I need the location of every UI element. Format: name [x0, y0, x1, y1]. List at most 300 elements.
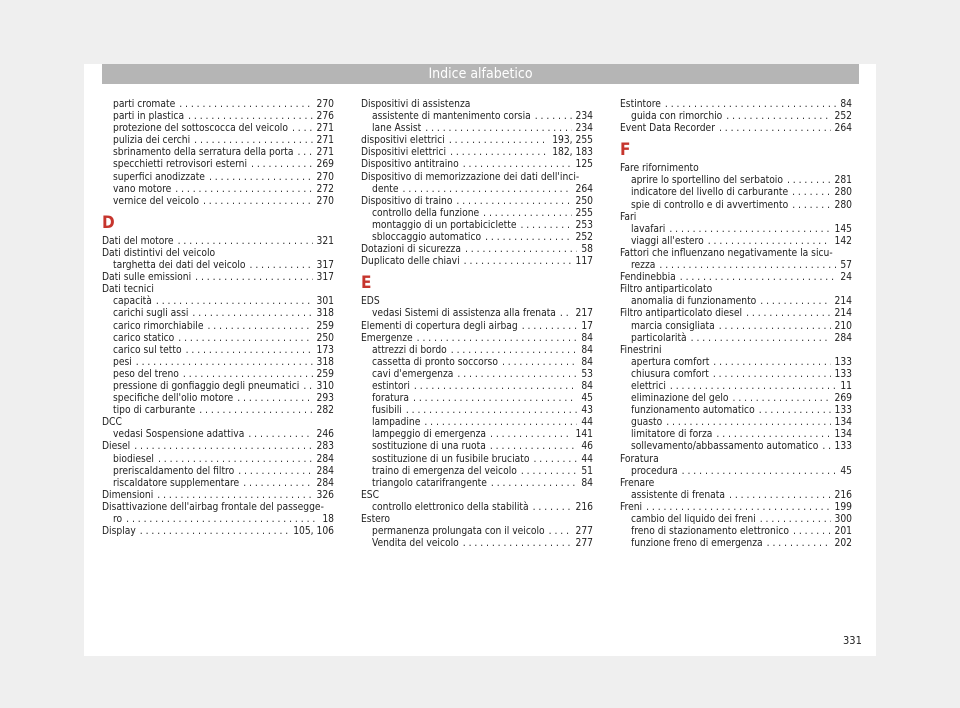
entry-label: Dispositivi elettrici [361, 147, 447, 159]
index-subentry [620, 321, 852, 333]
dot-leader [822, 441, 830, 453]
entry-page-ref: 133 [834, 441, 852, 453]
entry-page-ref: 271 [316, 135, 334, 147]
entry-label: cassetta di pronto soccorso [372, 356, 498, 368]
entry-label: procedura [631, 465, 678, 477]
index-subentry [361, 308, 593, 320]
entry-label: Diesel [102, 441, 131, 453]
dot-leader [250, 260, 313, 272]
dot-leader [792, 200, 830, 212]
page-header: Indice alfabetico [102, 64, 859, 84]
index-subentry [361, 208, 593, 220]
index-subentry [620, 175, 852, 187]
entry-label: limitatore di forza [631, 429, 713, 441]
dot-leader [450, 147, 548, 159]
entry-label: biodiesel [113, 453, 154, 465]
index-letter-heading: F [620, 140, 631, 161]
index-subentry [102, 393, 334, 405]
index-entry [620, 248, 852, 260]
entry-label: permanenza prolungata con il veicolo [372, 526, 545, 538]
index-subentry [361, 478, 593, 490]
index-entry [620, 284, 852, 296]
entry-page-ref: 300 [834, 514, 852, 525]
dot-leader [303, 381, 312, 393]
index-subentry [620, 369, 852, 381]
dot-leader [414, 381, 577, 393]
index-entry [102, 490, 334, 502]
entry-label: vedasi Sistemi di assistenza alla frenata [372, 308, 556, 320]
entry-page-ref: 264 [575, 183, 593, 195]
entry-page-ref: 53 [581, 368, 593, 380]
dot-leader [186, 345, 313, 357]
entry-page-ref: 284 [316, 477, 334, 489]
entry-label: vano motore [113, 183, 172, 195]
dot-leader [188, 111, 312, 123]
index-subentry [102, 172, 334, 184]
entry-label: pressione di gonfiaggio degli pneumatici [113, 380, 300, 392]
index-column-3 [620, 99, 852, 550]
entry-label: Display [102, 526, 136, 538]
dot-leader [713, 357, 830, 369]
index-letter-heading: D [102, 212, 115, 233]
entry-page-ref: 44 [581, 417, 593, 429]
index-subentry [361, 454, 593, 466]
entry-page-ref: 201 [834, 526, 852, 538]
index-entry [620, 345, 852, 357]
index-entry [620, 123, 852, 135]
entry-label: guasto [631, 417, 663, 429]
entry-page-ref: 11 [840, 380, 852, 392]
dot-leader [719, 123, 831, 135]
entry-page-ref: 134 [834, 429, 852, 441]
index-subentry [620, 466, 852, 478]
entry-page-ref: 326 [316, 489, 334, 501]
entry-label: ESC [361, 489, 380, 501]
entry-label: Disattivazione dell'airbag frontale del passegge- [102, 501, 324, 513]
entry-label: Dati sulle emissioni [102, 272, 192, 284]
index-subentry [102, 135, 334, 147]
index-subentry [361, 441, 593, 453]
dot-leader [134, 441, 312, 453]
entry-label: riscaldatore supplementare [113, 477, 240, 489]
index-subentry [102, 345, 334, 357]
dot-leader [297, 147, 312, 159]
entry-label: cavi d'emergenza [372, 368, 454, 380]
entry-label: spie di controllo e di avvertimento [631, 199, 789, 211]
entry-page-ref: 234 [575, 111, 593, 123]
dot-leader [708, 236, 831, 248]
entry-page-ref: 321 [316, 235, 334, 247]
entry-page-ref: 84 [581, 477, 593, 489]
dot-leader [549, 526, 572, 538]
entry-page-ref: 182, 183 [552, 147, 593, 159]
dot-leader [760, 514, 831, 526]
index-subentry [620, 514, 852, 526]
entry-page-ref: 141 [575, 429, 593, 441]
dot-leader [793, 526, 830, 538]
index-subentry [361, 111, 593, 123]
index-subentry [102, 147, 334, 159]
index-subentry [102, 478, 334, 490]
entry-page-ref: 301 [316, 296, 334, 308]
entry-page-ref: 84 [581, 356, 593, 368]
dot-leader [248, 429, 312, 441]
entry-page-ref: 280 [834, 199, 852, 211]
entry-page-ref: 217 [575, 308, 593, 320]
dot-leader [680, 272, 837, 284]
entry-label: Dotazioni di sicurezza [361, 244, 461, 256]
entry-label: dispositivi elettrici [361, 135, 445, 147]
entry-label: Frenare [620, 477, 655, 489]
dot-leader [449, 135, 548, 147]
entry-page-ref: 284 [316, 453, 334, 465]
dot-leader [403, 184, 572, 196]
dot-leader [158, 454, 313, 466]
index-subentry [361, 357, 593, 369]
entry-page-ref: 271 [316, 147, 334, 159]
dot-leader [691, 333, 831, 345]
dot-leader [670, 381, 836, 393]
entry-page-ref: 259 [316, 320, 334, 332]
page-number: 331 [843, 634, 862, 647]
entry-page-ref: 216 [834, 489, 852, 501]
dot-leader [760, 296, 830, 308]
dot-leader [659, 260, 836, 272]
entry-page-ref: 202 [834, 538, 852, 550]
entry-page-ref: 173 [316, 344, 334, 356]
dot-leader [485, 232, 571, 244]
entry-label: Foratura [620, 453, 659, 465]
index-entry [361, 296, 593, 308]
dot-leader [746, 308, 830, 320]
index-subentry [620, 381, 852, 393]
entry-page-ref: 117 [575, 256, 593, 268]
entry-page-ref: 84 [581, 344, 593, 356]
index-entry [620, 212, 852, 224]
dot-leader [767, 538, 831, 550]
index-entry [102, 284, 334, 296]
dot-leader [292, 123, 313, 135]
index-subentry [102, 196, 334, 208]
entry-page-ref: 51 [581, 465, 593, 477]
entry-page-ref: 317 [316, 272, 334, 284]
dot-leader [666, 417, 830, 429]
index-subentry [102, 405, 334, 417]
entry-label: peso del treno [113, 368, 179, 380]
index-subentry [620, 224, 852, 236]
dot-leader [425, 123, 571, 135]
entry-page-ref: 216 [575, 501, 593, 513]
entry-label: marcia consigliata [631, 320, 715, 332]
dot-leader [156, 296, 313, 308]
index-subentry [361, 538, 593, 550]
entry-label: viaggi all'estero [631, 235, 704, 247]
index-subentry [102, 123, 334, 135]
dot-leader [522, 321, 578, 333]
dot-leader [560, 308, 572, 320]
entry-label: Fare rifornimento [620, 163, 699, 175]
entry-page-ref: 277 [575, 526, 593, 538]
entry-page-ref: 270 [316, 195, 334, 207]
entry-label: vernice del veicolo [113, 195, 199, 207]
dot-leader [456, 196, 571, 208]
entry-page-ref: 250 [575, 195, 593, 207]
entry-label: pulizia dei cerchi [113, 135, 191, 147]
dot-leader [759, 405, 831, 417]
entry-label: specifiche dell'olio motore [113, 393, 234, 405]
entry-label: protezione del sottoscocca del veicolo [113, 123, 288, 135]
dot-leader [713, 369, 831, 381]
entry-page-ref: 270 [316, 171, 334, 183]
index-subentry [620, 187, 852, 199]
entry-label: indicatore del livello di carburante [631, 187, 789, 199]
dot-leader [178, 333, 312, 345]
entry-page-ref: 276 [316, 111, 334, 123]
dot-leader [535, 111, 572, 123]
entry-page-ref: 84 [581, 380, 593, 392]
dot-leader [413, 393, 577, 405]
entry-page-ref: 43 [581, 405, 593, 417]
dot-leader [490, 429, 571, 441]
entry-label: vedasi Sospensione adattiva [113, 429, 245, 441]
index-subentry [102, 308, 334, 320]
entry-page-ref: 269 [834, 393, 852, 405]
entry-label: Vendita del veicolo [372, 538, 459, 550]
dot-leader [463, 159, 572, 171]
entry-page-ref: 318 [316, 308, 334, 320]
entry-label: sbloccaggio automatico [372, 232, 482, 244]
index-entry [361, 135, 593, 147]
index-subentry [102, 296, 334, 308]
entry-label: elettrici [631, 380, 666, 392]
index-entry [102, 236, 334, 248]
index-subentry [102, 454, 334, 466]
entry-label: montaggio di un portabiciclette [372, 219, 517, 231]
entry-label: dente [372, 183, 399, 195]
index-entry [620, 478, 852, 490]
entry-page-ref: 24 [840, 272, 852, 284]
entry-page-ref: 283 [316, 441, 334, 453]
index-entry [620, 99, 852, 111]
index-entry [361, 184, 593, 196]
index-entry [620, 502, 852, 514]
entry-label: carichi sugli assi [113, 308, 189, 320]
dot-leader [175, 184, 312, 196]
entry-page-ref: 318 [316, 356, 334, 368]
index-subentry [620, 200, 852, 212]
index-entry [361, 147, 593, 159]
dot-leader [464, 256, 572, 268]
dot-leader [669, 224, 830, 236]
entry-label: guida con rimorchio [631, 111, 723, 123]
entry-label: assistente di frenata [631, 489, 725, 501]
dot-leader [203, 196, 313, 208]
index-subentry [102, 381, 334, 393]
entry-label: freno di stazionamento elettronico [631, 526, 790, 538]
index-column-2 [361, 99, 593, 550]
entry-page-ref: 142 [834, 235, 852, 247]
entry-label: rezza [631, 260, 656, 272]
entry-page-ref: 277 [575, 538, 593, 550]
entry-page-ref: 193, 255 [552, 135, 593, 147]
dot-leader [183, 369, 313, 381]
index-entry [620, 272, 852, 284]
dot-leader [243, 478, 312, 490]
index-entry [361, 172, 593, 184]
entry-label: Elementi di copertura degli airbag [361, 320, 518, 332]
entry-label: Finestrini [620, 344, 662, 356]
entry-page-ref: 281 [834, 175, 852, 187]
entry-label: carico rimorchiabile [113, 320, 204, 332]
entry-label: controllo elettronico della stabilità [372, 501, 529, 513]
entry-page-ref: 125 [575, 159, 593, 171]
index-entry [102, 502, 334, 514]
index-entry [361, 196, 593, 208]
index-subentry [361, 405, 593, 417]
entry-page-ref: 255 [575, 207, 593, 219]
dot-leader [417, 333, 578, 345]
entry-page-ref: 133 [834, 356, 852, 368]
entry-page-ref: 272 [316, 183, 334, 195]
index-subentry [361, 393, 593, 405]
entry-label: sostituzione di una ruota [372, 441, 486, 453]
index-subentry [102, 429, 334, 441]
dot-leader [463, 538, 572, 550]
entry-label: lampeggio di emergenza [372, 429, 487, 441]
entry-label: attrezzi di bordo [372, 344, 447, 356]
entry-page-ref: 133 [834, 405, 852, 417]
entry-label: Estintore [620, 99, 661, 110]
index-entry [102, 526, 334, 538]
dot-leader [646, 502, 830, 514]
dot-leader [716, 429, 830, 441]
entry-label: pesi [113, 356, 132, 368]
entry-label: assistente di mantenimento corsia [372, 111, 531, 123]
index-subentry [361, 429, 593, 441]
index-subentry [620, 393, 852, 405]
entry-label: funzionamento automatico [631, 405, 755, 417]
index-letter-heading: E [361, 273, 372, 294]
entry-label: superfici anodizzate [113, 171, 205, 183]
entry-label: Dispositivo di memorizzazione dei dati dell'inci- [361, 171, 580, 183]
entry-label: Event Data Recorder [620, 123, 715, 135]
index-entry [102, 417, 334, 429]
index-subentry [620, 405, 852, 417]
index-entry [102, 441, 334, 453]
entry-page-ref: 17 [581, 320, 593, 332]
entry-label: Dispositivo antitraino [361, 159, 459, 171]
index-subentry [102, 99, 334, 111]
entry-label: Fari [620, 211, 637, 223]
dot-leader [729, 490, 831, 502]
dot-leader [520, 220, 571, 232]
dot-leader [406, 405, 578, 417]
index-entry [361, 159, 593, 171]
index-subentry [102, 159, 334, 171]
index-subentry [102, 111, 334, 123]
index-subentry [620, 538, 852, 550]
index-entry [620, 308, 852, 320]
entry-page-ref: 284 [834, 332, 852, 344]
index-subentry [361, 381, 593, 393]
dot-leader [237, 393, 312, 405]
entry-label: Filtro antiparticolato [620, 284, 713, 296]
index-subentry [102, 321, 334, 333]
entry-label: Dati distintivi del veicolo [102, 247, 216, 259]
entry-page-ref: 18 [322, 514, 334, 525]
entry-page-ref: 310 [316, 380, 334, 392]
entry-label: Dati tecnici [102, 284, 154, 296]
index-subentry [102, 184, 334, 196]
entry-label: ro [113, 514, 123, 525]
entry-page-ref: 282 [316, 405, 334, 417]
index-subentry [361, 369, 593, 381]
index-entry [620, 260, 852, 272]
entry-page-ref: 133 [834, 368, 852, 380]
entry-page-ref: 57 [840, 260, 852, 272]
entry-label: sollevamento/abbassamento automatico [631, 441, 819, 453]
entry-page-ref: 46 [581, 441, 593, 453]
dot-leader [719, 321, 831, 333]
dot-leader [521, 466, 577, 478]
entry-label: sbrinamento della serratura della porta [113, 147, 294, 159]
entry-label: parti cromate [113, 99, 176, 110]
dot-leader [465, 244, 577, 256]
entry-label: capacità [113, 296, 152, 308]
entry-page-ref: 105, 106 [293, 526, 334, 538]
index-column-1 [102, 99, 334, 538]
entry-label: foratura [372, 393, 409, 405]
entry-label: apertura comfort [631, 356, 710, 368]
entry-label: particolarità [631, 332, 687, 344]
entry-page-ref: 145 [834, 223, 852, 235]
entry-page-ref: 293 [316, 393, 334, 405]
dot-leader [194, 135, 312, 147]
entry-label: anomalia di funzionamento [631, 296, 757, 308]
index-entry [620, 454, 852, 466]
dot-leader [238, 466, 312, 478]
index-entry [361, 256, 593, 268]
entry-label: Dispositivi di assistenza [361, 99, 471, 110]
entry-label: lampadine [372, 417, 421, 429]
entry-page-ref: 269 [316, 159, 334, 171]
entry-page-ref: 253 [575, 219, 593, 231]
entry-page-ref: 252 [575, 232, 593, 244]
entry-page-ref: 84 [581, 332, 593, 344]
entry-page-ref: 246 [316, 429, 334, 441]
index-subentry [102, 466, 334, 478]
entry-page-ref: 58 [581, 244, 593, 256]
index-entry [361, 321, 593, 333]
index-subentry [620, 111, 852, 123]
entry-label: lavafari [631, 223, 666, 235]
dot-leader [140, 526, 289, 538]
entry-page-ref: 45 [581, 393, 593, 405]
dot-leader [199, 405, 312, 417]
index-subentry [620, 236, 852, 248]
index-subentry [620, 441, 852, 453]
dot-leader [483, 208, 571, 220]
index-entry [102, 272, 334, 284]
dot-leader [665, 99, 836, 111]
dot-leader [502, 357, 577, 369]
entry-label: controllo della funzione [372, 207, 480, 219]
entry-page-ref: 250 [316, 332, 334, 344]
index-subentry [620, 490, 852, 502]
entry-label: targhetta dei dati del veicolo [113, 260, 246, 272]
dot-leader [457, 369, 577, 381]
entry-label: EDS [361, 296, 380, 308]
